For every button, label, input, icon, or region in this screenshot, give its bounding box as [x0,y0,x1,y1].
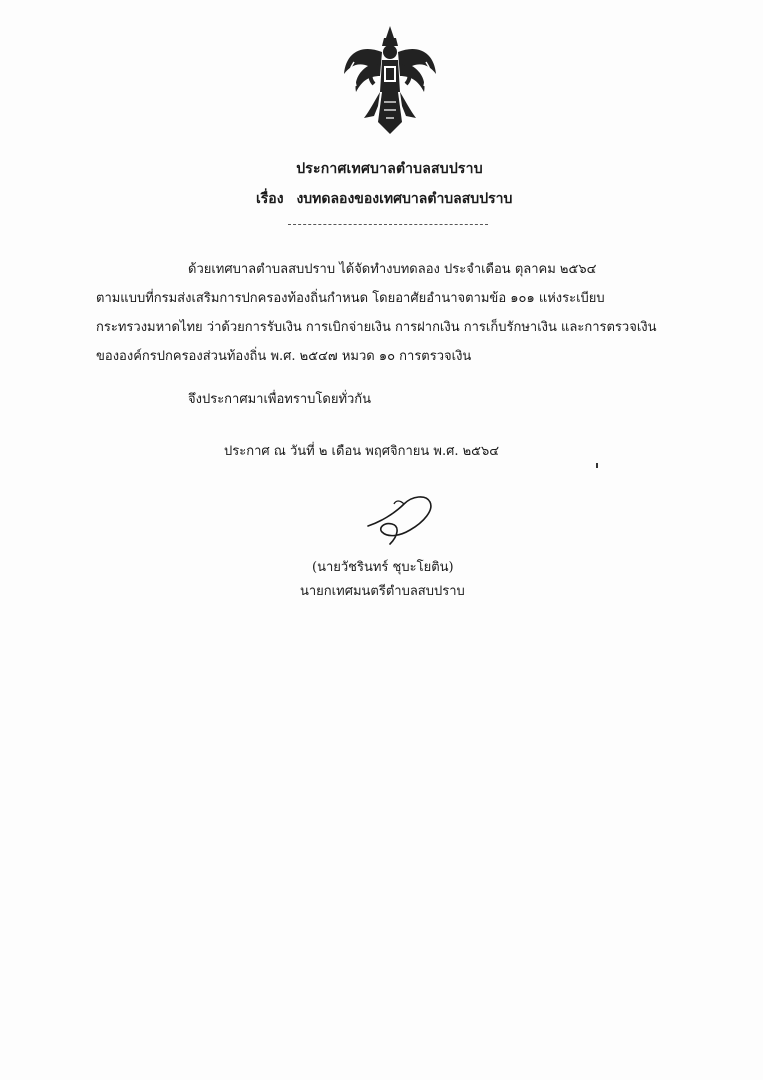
signer-title: นายกเทศมนตรีตำบลสบปราบ [300,584,465,599]
announcement-date: ประกาศ ณ วันที่ ๒ เดือน พฤศจิกายน พ.ศ. ๒๕๖๔ [224,444,500,459]
signer-name: (นายวัชรินทร์ ชุบะโยติน) [312,560,454,575]
body-line: ด้วยเทศบาลตำบลสบปราบ ได้จัดทำงบทดลอง ประจำเดือน ตุลาคม ๒๕๖๔ [188,262,597,277]
divider [288,224,488,225]
subject-text: งบทดลองของเทศบาลตำบลสบปราบ [296,191,513,207]
header-title: ประกาศเทศบาลตำบลสบปราบ [296,161,483,177]
subject-line [256,188,512,210]
body-line: ตามแบบที่กรมส่งเสริมการปกครองท้องถิ่นกำหนด โดยอาศัยอำนาจตามข้อ ๑๐๑ แห่งระเบียบ [96,291,605,306]
subject-label: เรื่อง [256,191,284,207]
body-paragraph [96,255,676,371]
body-line: ขององค์กรปกครองส่วนท้องถิ่น พ.ศ. ๒๕๔๗ หมวด ๑๐ การตรวจเงิน [96,349,472,364]
handwritten-signature [360,492,440,548]
body-line: กระทรวงมหาดไทย ว่าด้วยการรับเงิน การเบิกจ่ายเงิน การฝากเงิน การเก็บรักษาเงิน และการตรวจเงิน [96,320,657,335]
garuda-emblem-icon [340,22,440,138]
scan-mark [596,463,598,468]
closing-statement: จึงประกาศมาเพื่อทราบโดยทั่วกัน [188,392,372,407]
